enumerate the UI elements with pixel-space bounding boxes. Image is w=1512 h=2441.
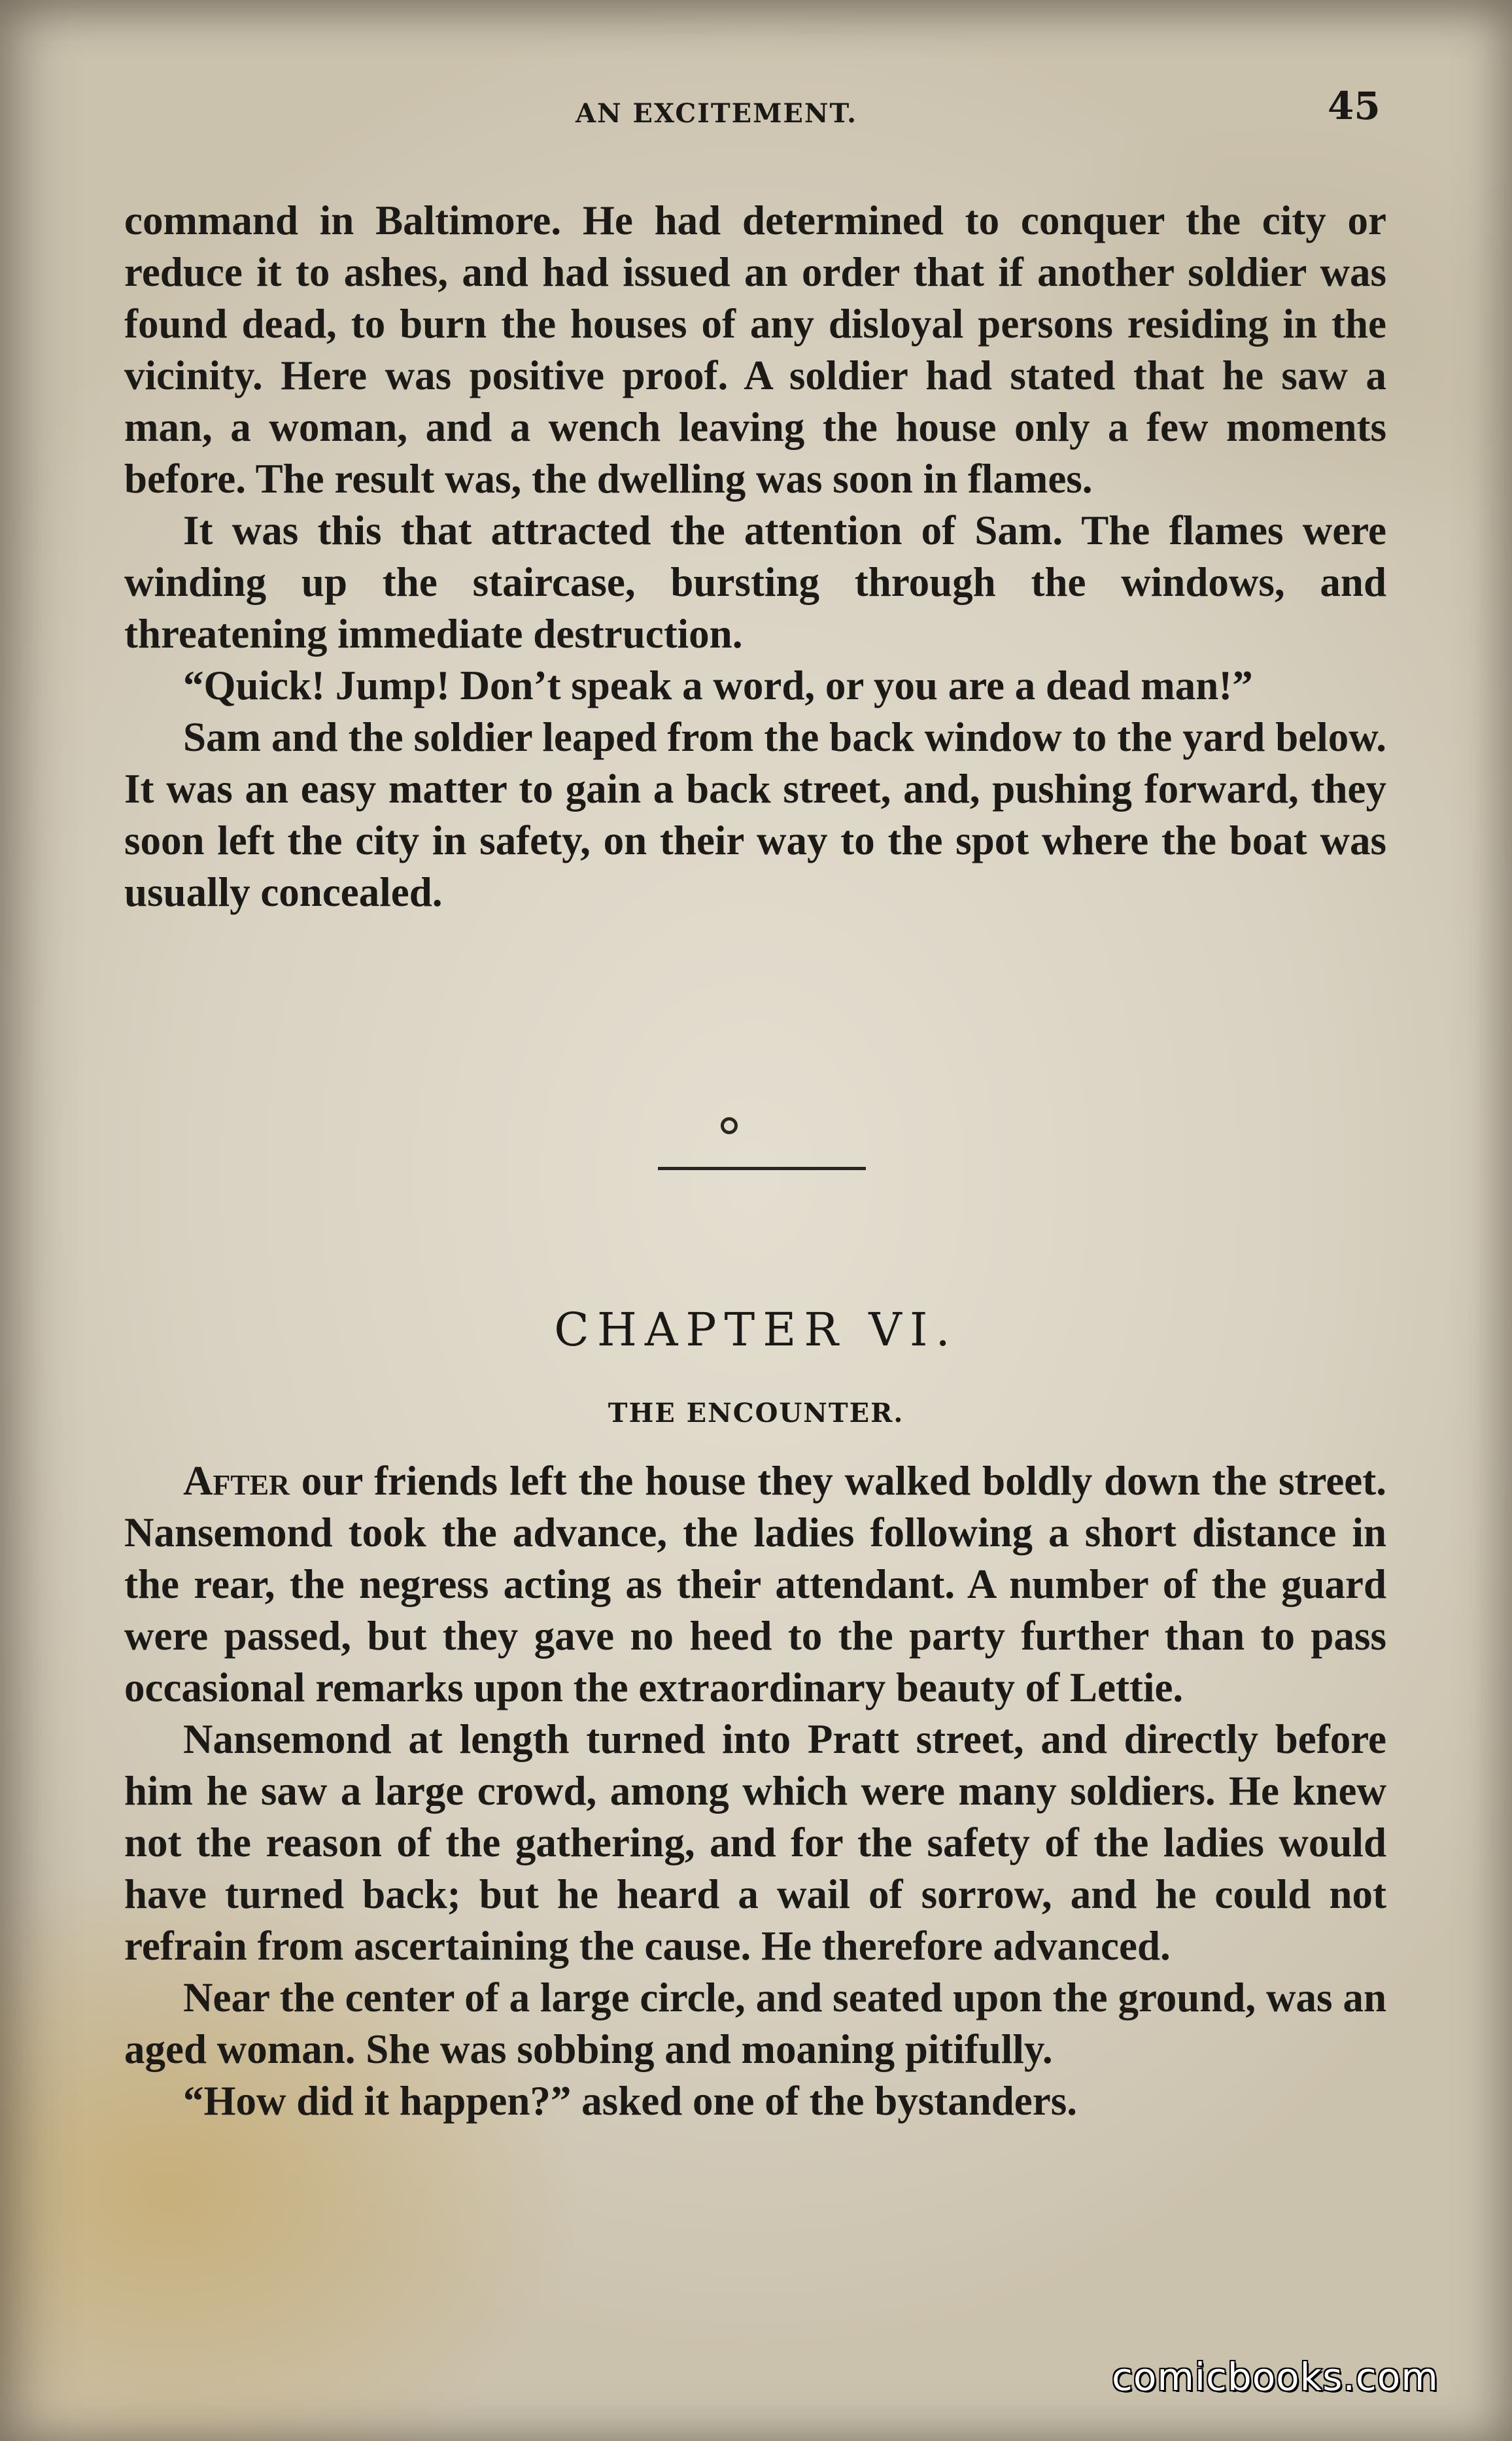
paragraph: “Quick! Jump! Don’t speak a word, or you are a dead man!” xyxy=(183,663,1253,708)
paragraph-opening xyxy=(124,1455,1386,1714)
paragraph: It was this that attracted the attention of Sam. The flames were winding up the staircase, bursting through the windows, and threatening immediate destruction. xyxy=(124,508,1386,657)
paragraph: Sam and the soldier leaped from the back window to the yard below. It was an easy matter to gain a back street, and, pushing forward, they soon left the city in safety, on their way to the spot where the boat was usually concealed. xyxy=(124,714,1386,915)
watermark-logo: comicbooks.com xyxy=(1112,2355,1439,2399)
text-section-2 xyxy=(124,1455,1386,2127)
ornament-rule xyxy=(658,1167,866,1170)
section-ornament xyxy=(658,1117,866,1169)
ornament-circle xyxy=(721,1117,738,1134)
paragraph: Near the center of a large circle, and seated upon the ground, was an aged woman. She was sobbing and moaning pitifully. xyxy=(124,1975,1386,2072)
chapter-subtitle: THE ENCOUNTER. xyxy=(608,1398,904,1428)
chapter-title: CHAPTER VI. xyxy=(554,1303,958,1357)
drop-word: After xyxy=(183,1458,290,1504)
paragraph: “How did it happen?” asked one of the bystanders. xyxy=(183,2078,1077,2124)
text-section-1 xyxy=(124,195,1386,918)
paragraph-rest: our friends left the house they walked boldly down the street. Nansemond took the advance, the ladies following a short distance in the rear, the negress acting as their attendant. A number of the guard were passed, but they gave no heed to the party further than to pass occasional remarks upon the extraordinary beauty of Lettie. xyxy=(124,1458,1386,1710)
paragraph: command in Baltimore. He had determined to conquer the city or reduce it to ashes, and had issued an order that if another soldier was found dead, to burn the houses of any disloyal persons residing in the vicinity. Here was positive proof. A soldier had stated that he saw a man, a woman, and a wench leaving the house only a few moments before. The result was, the dwelling was soon in flames. xyxy=(124,198,1386,502)
page-number: 45 xyxy=(1328,84,1381,128)
running-head: AN EXCITEMENT. xyxy=(576,98,858,129)
paragraph: Nansemond at length turned into Pratt street, and directly before him he saw a large crowd, among which were many soldiers. He knew not the reason of the gathering, and for the safety of the ladies would have turned back; but he heard a wail of sorrow, and he could not refrain from ascertaining the cause. He therefore advanced. xyxy=(124,1716,1386,1969)
